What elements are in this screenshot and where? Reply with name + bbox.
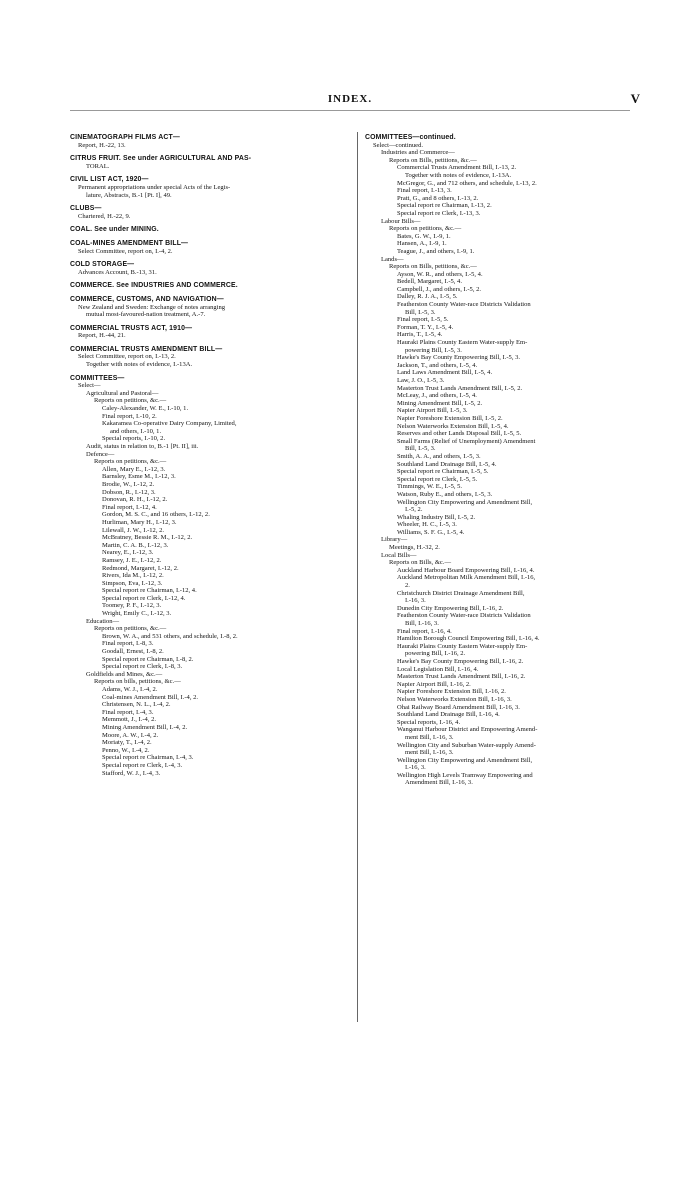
- index-entry: I.-16, 3.: [405, 597, 426, 605]
- index-entry: Hansen, A., I.-9, 1.: [397, 240, 447, 248]
- index-entry: Special report re Clerk, I.-12, 4.: [102, 594, 186, 602]
- index-entry: Small Farms (Relief of Unemployment) Amendment: [397, 437, 536, 445]
- index-entry: Reports on Bills, petitions, &c.—: [389, 156, 477, 164]
- index-entry: Amendment Bill, I.-16, 3.: [405, 779, 473, 787]
- index-entry: Final report, I.-12, 4.: [102, 503, 157, 511]
- index-entry: Select—: [78, 382, 101, 390]
- index-entry: Nearey, E., I.-12, 3.: [102, 549, 154, 557]
- index-entry: Reports on petitions, &c.—: [94, 625, 167, 633]
- index-entry: Masterton Trust Lands Amendment Bill, I.-16, 2.: [397, 673, 526, 681]
- index-entry: Donovan, R. H., I.-12, 2.: [102, 496, 168, 504]
- index-entry: Kakaramea Co-operative Dairy Company, Limited,: [102, 420, 237, 428]
- index-entry: Goldfields and Mines, &c.—: [86, 670, 163, 678]
- index-entry: Labour Bills—: [381, 217, 421, 225]
- index-entry: 2.: [405, 582, 410, 590]
- index-entry: Pratt, G., and 8 others, I.-13, 2.: [397, 194, 479, 202]
- index-entry: Lilewall, J. W., I.-12, 2.: [102, 526, 165, 534]
- index-entry: Reports on petitions, &c.—: [389, 225, 462, 233]
- index-entry: Bedell, Margaret, I.-5, 4.: [397, 278, 462, 286]
- index-entry: Reserves and other Lands Disposal Bill, I.-5, 5.: [397, 430, 522, 438]
- index-entry: Allen, Mary E., I.-12, 3.: [102, 465, 166, 473]
- index-entry: Penno, W., I.-4, 2.: [102, 746, 150, 754]
- index-entry: Forman, T. Y., I.-5, 4.: [397, 323, 454, 331]
- index-entry: Stafford, W. J., I.-4, 3.: [102, 769, 161, 777]
- index-entry: Library—: [381, 536, 408, 544]
- index-heading: COMMITTEES—: [70, 374, 125, 382]
- index-entry: I.-16, 3.: [405, 764, 426, 772]
- index-entry: Reports on petitions, &c.—: [94, 458, 167, 466]
- index-entry: Campbell, J., and others, I.-5, 2.: [397, 285, 482, 293]
- index-entry: Dalley, R. J. A., I.-5, 5.: [397, 293, 458, 301]
- index-entry: TORAL.: [86, 162, 110, 170]
- index-entry: Commercial Trusts Amendment Bill, I.-13, 2.: [397, 164, 517, 172]
- index-entry: Special report re Clerk, I.-4, 3.: [102, 761, 183, 769]
- index-heading: COMMERCE. See INDUSTRIES AND COMMERCE.: [70, 282, 238, 290]
- index-entry: Select—continued.: [373, 141, 423, 149]
- index-entry: Special reports, I.-16, 4.: [397, 718, 461, 726]
- index-entry: Simpson, Eva, I.-12, 3.: [102, 579, 163, 587]
- index-entry: Williams, S. F. G., I.-5, 4.: [397, 528, 465, 536]
- index-entry: Wellington City and Suburban Water-supply Amend-: [397, 741, 536, 749]
- index-entry: Hauraki Plains County Eastern Water-supply Em-: [397, 642, 528, 650]
- index-entry: Special report re Chairman, I.-13, 2.: [397, 202, 492, 210]
- index-entry: Auckland Harbour Board Empowering Bill, I.-16, 4.: [397, 566, 535, 574]
- index-heading: COMMERCIAL TRUSTS AMENDMENT BILL—: [70, 345, 223, 353]
- index-entry: Watson, Ruby E., and others, I.-5, 3.: [397, 490, 493, 498]
- index-entry: ment Bill, I.-16, 3.: [405, 733, 454, 741]
- index-entry: Wanganui Harbour District and Empowering Amend-: [397, 726, 538, 734]
- index-heading: CIVIL LIST ACT, 1920—: [70, 176, 149, 184]
- index-entry: Christensen, N. L., I.-4, 2.: [102, 701, 171, 709]
- index-entry: Law, J. O., I.-5, 3.: [397, 377, 445, 384]
- index-entry: Memmott, J., I.-4, 2.: [102, 716, 157, 724]
- index-entry: Audit, status in relation to, B.-1 [Pt. II], iii.: [86, 443, 199, 450]
- running-head: [70, 91, 640, 109]
- index-entry: Nelson Waterworks Extension Bill, I.-16, 3.: [397, 695, 512, 703]
- index-entry: Reports on bills, petitions, &c.—: [94, 678, 181, 686]
- index-heading: COMMERCIAL TRUSTS ACT, 1910—: [70, 324, 193, 332]
- index-entry: Permanent appropriations under special Acts of the Legis-: [78, 183, 231, 191]
- index-heading: CITRUS FRUIT. See under AGRICULTURAL AND PAS-: [70, 155, 252, 163]
- index-entry: Auckland Metropolitan Milk Amendment Bill, I.-16,: [397, 574, 536, 582]
- index-entry: Together with notes of evidence, I.-13A.: [86, 361, 193, 369]
- index-entry: Martin, C. A. B., I.-12, 3.: [102, 541, 169, 549]
- index-entry: Wellington City Empowering and Amendment Bill,: [397, 756, 533, 764]
- index-entry: Gordon, M. S. C., and 16 others, I.-12, 2.: [102, 511, 210, 519]
- index-heading: COLD STORAGE—: [70, 261, 135, 269]
- index-entry: Special report re Chairman, I.-8, 2.: [102, 655, 194, 663]
- index-column-right: [365, 134, 635, 787]
- index-entry: Toomey, P. F., I.-12, 3.: [102, 602, 162, 610]
- index-entry: Hamilton Borough Council Empowering Bill, I.-16, 4.: [397, 635, 540, 643]
- index-entry: Hawke's Bay County Empowering Bill, I.-16, 2.: [397, 657, 524, 665]
- index-entry: New Zealand and Sweden: Exchange of notes arranging: [78, 303, 226, 311]
- index-entry: Ayson, W. R., and others, I.-5, 4.: [397, 270, 483, 278]
- index-entry: Wellington City Empowering and Amendment Bill,: [397, 498, 533, 506]
- index-heading: CLUBS—: [70, 205, 102, 213]
- index-entry: Local Legislation Bill, I.-16, 4.: [397, 665, 479, 673]
- index-entry: Featherston County Water-race Districts Validation: [397, 612, 531, 620]
- index-entry: Lands—: [381, 255, 404, 263]
- index-entry: Hauraki Plains County Eastern Water-supply Em-: [397, 339, 528, 347]
- index-entry: powering Bill, I.-5, 3.: [405, 346, 462, 354]
- index-entry: Whaling Industry Bill, I.-5, 2.: [397, 513, 476, 521]
- index-heading: COAL-MINES AMENDMENT BILL—: [70, 239, 189, 247]
- index-entry: Adams, W. J., I.-4, 2.: [102, 686, 158, 693]
- index-entry: Moriaty, T., I.-4, 2.: [102, 739, 152, 747]
- index-entry: Barnsley, Esme M., I.-12, 3.: [102, 473, 176, 481]
- index-entry: Napier Foreshore Extension Bill, I.-16, 2.: [397, 688, 506, 696]
- index-entry: Special report re Chairman, I.-5, 5.: [397, 468, 489, 476]
- index-entry: Jackson, T., and others, I.-5, 4.: [397, 361, 478, 369]
- index-entry: Goodall, Ernest, I.-8, 2.: [102, 648, 164, 656]
- index-entry: Special report re Clerk, I.-8, 3.: [102, 663, 183, 671]
- index-entry: Final report, I.-16, 4.: [397, 627, 452, 635]
- index-entry: Local Bills—: [381, 551, 417, 559]
- page-title: INDEX.: [327, 93, 373, 105]
- index-entry: McLeay, J., and others, I.-5, 4.: [397, 392, 477, 400]
- index-entry: Hawke's Bay County Empowering Bill, I.-5, 3.: [397, 354, 521, 362]
- index-entry: Christchurch District Drainage Amendment Bill,: [397, 589, 525, 597]
- index-entry: Dunedin City Empowering Bill, I.-16, 2.: [397, 604, 504, 612]
- index-entry: Final report, I.-5, 5.: [397, 316, 449, 324]
- index-entry: Nelson Waterworks Extension Bill, I.-5, 4.: [397, 422, 509, 430]
- index-entry: Ohai Railway Board Amendment Bill, I.-16, 3.: [397, 703, 520, 711]
- index-entry: Napier Foreshore Extension Bill, I.-5, 2.: [397, 414, 503, 422]
- index-entry: Dobson, R., I.-12, 3.: [102, 488, 156, 496]
- index-entry: Brown, W. A., and 531 others, and schedule, I.-8, 2.: [102, 632, 238, 640]
- column-divider: [357, 132, 358, 1022]
- index-entry: McBratney, Bessie R. M., I.-12, 2.: [102, 534, 193, 542]
- index-entry: Defence—: [86, 450, 115, 458]
- index-entry: Final report, I.-10, 2.: [102, 412, 157, 420]
- index-entry: Mining Amendment Bill, I.-4, 2.: [102, 723, 188, 731]
- index-entry: Moore, A. W., I.-4, 2.: [102, 731, 159, 739]
- index-entry: Brodie, W., I.-12, 2.: [102, 480, 155, 488]
- index-entry: Reports on petitions, &c.—: [94, 397, 167, 405]
- index-entry: Special reports, I.-10, 2.: [102, 435, 166, 443]
- index-entry: McGregor, G., and 712 others, and schedule, I.-13, 2.: [397, 179, 537, 187]
- index-entry: Advances Account, B.-13, 31.: [78, 268, 157, 276]
- index-entry: Timmings, W. E., I.-5, 5.: [397, 483, 463, 491]
- index-entry: Select Committee, report on, I.-13, 2.: [78, 353, 176, 361]
- index-entry: Wellington High Levels Tramway Empowering and: [397, 771, 533, 779]
- index-entry: Caley-Alexander, W. E., I.-10, 1.: [102, 405, 189, 413]
- index-entry: Bill, I.-5, 3.: [405, 445, 436, 453]
- index-entry: Reports on Bills, &c.—: [389, 559, 452, 567]
- index-entry: Smith, A. A., and others, I.-5, 3.: [397, 452, 481, 460]
- index-entry: Ramsey, J. E., I.-12, 2.: [102, 556, 162, 564]
- index-entry: ment Bill, I.-16, 3.: [405, 749, 454, 757]
- index-entry: Bill, I.-5, 3.: [405, 308, 436, 316]
- index-entry: Report, H.-22, 13.: [78, 141, 126, 149]
- index-entry: Mining Amendment Bill, I.-5, 2.: [397, 399, 483, 407]
- index-entry: Land Laws Amendment Bill, I.-5, 4.: [397, 369, 493, 377]
- index-heading: COMMITTEES—continued.: [365, 134, 456, 141]
- index-entry: Special report re Chairman, I.-4, 3.: [102, 754, 194, 762]
- index-entry: Southland Land Drainage Bill, I.-5, 4.: [397, 460, 497, 468]
- index-entry: Final report, I.-8, 3.: [102, 640, 154, 648]
- index-entry: Harris, T., I.-5, 4.: [397, 331, 443, 339]
- index-entry: Masterton Trust Lands Amendment Bill, I.-5, 2.: [397, 384, 523, 392]
- index-entry: lature, Abstracts, B.-1 [Pt. I], 49.: [86, 191, 172, 199]
- index-entry: I.-5, 2.: [405, 506, 423, 514]
- index-entry: Wright, Emily C., I.-12, 3.: [102, 610, 172, 618]
- index-entry: Reports on Bills, petitions, &c.—: [389, 263, 477, 271]
- index-entry: Chartered, H.-22, 9.: [78, 212, 131, 220]
- index-entry: mutual most-favoured-nation treatment, A.-7.: [86, 311, 206, 319]
- index-entry: Report, H.-44, 21.: [78, 332, 126, 340]
- index-heading: COMMERCE, CUSTOMS, AND NAVIGATION—: [70, 295, 224, 303]
- index-entry: Special report re Clerk, I.-13, 3.: [397, 209, 481, 217]
- index-entry: Teague, J., and others, I.-9, 1.: [397, 247, 475, 255]
- index-entry: Special report re Clerk, I.-5, 5.: [397, 475, 478, 483]
- index-heading: COAL. See under MINING.: [70, 226, 159, 234]
- index-entry: Final report, I.-13, 3.: [397, 187, 452, 195]
- index-entry: Southland Land Drainage Bill, I.-16, 4.: [397, 711, 500, 719]
- index-entry: Hurliman, Mary H., I.-12, 3.: [102, 518, 177, 526]
- index-entry: Agricultural and Pastoral—: [86, 389, 159, 397]
- index-entry: Select Committee, report on, I.-4, 2.: [78, 247, 173, 255]
- header-rule: [70, 110, 630, 111]
- index-entry: Education—: [86, 617, 120, 625]
- index-entry: Bill, I.-16, 3.: [405, 620, 439, 627]
- index-entry: powering Bill, I.-16, 2.: [405, 650, 466, 658]
- index-entry: Redmond, Margaret, I.-12, 2.: [102, 564, 179, 572]
- page-number: V: [630, 91, 640, 106]
- index-entry: Wheeler, H. C., I.-5, 3.: [397, 521, 457, 529]
- index-entry: Final report, I.-4, 3.: [102, 708, 154, 716]
- index-entry: and others, I.-10, 1.: [110, 427, 162, 435]
- index-entry: Meetings, H.-32, 2.: [389, 544, 440, 552]
- index-entry: Special report re Chairman, I.-12, 4.: [102, 587, 197, 595]
- index-entry: Featherston County Water-race Districts Validation: [397, 301, 531, 309]
- index-entry: Bates, G. W., I.-9, 1.: [397, 232, 451, 240]
- index-column-left: [70, 134, 347, 777]
- index-entry: Napier Airport Bill, I.-16, 2.: [397, 680, 471, 688]
- index-entry: Napier Airport Bill, I.-5, 3.: [397, 407, 468, 415]
- index-entry: Rivers, Ida M., I.-12, 2.: [102, 572, 164, 580]
- index-entry: Industries and Commerce—: [381, 149, 455, 157]
- index-entry: Coal-mines Amendment Bill, I.-4, 2.: [102, 693, 199, 701]
- index-heading: CINEMATOGRAPH FILMS ACT—: [70, 134, 180, 141]
- index-entry: Together with notes of evidence, I.-13A.: [405, 171, 512, 179]
